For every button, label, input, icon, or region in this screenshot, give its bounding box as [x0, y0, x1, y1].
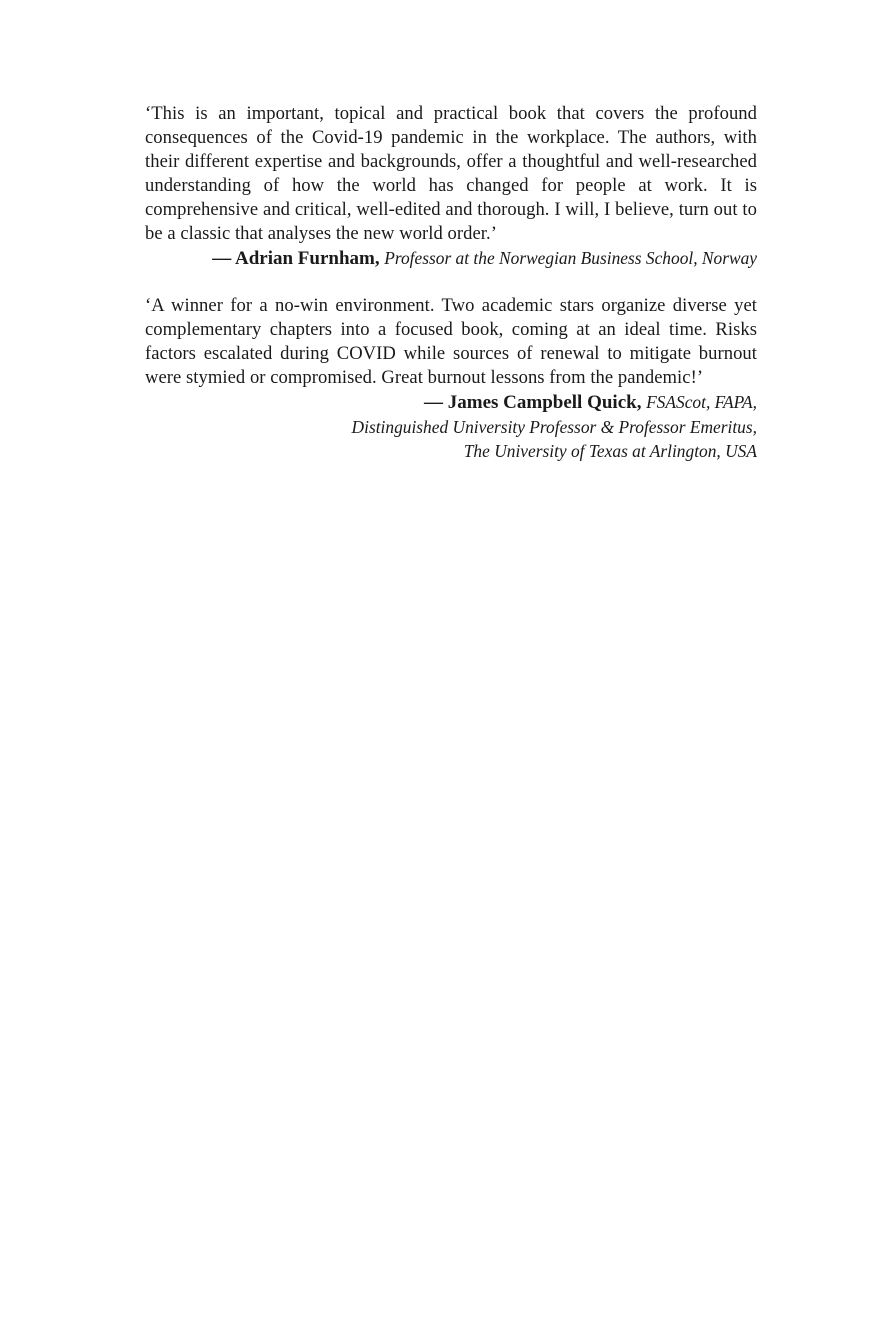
endorser-institution: The University of Texas at Arlington, USA — [463, 441, 757, 461]
endorser-name: — Adrian Furnham, — [212, 248, 380, 269]
endorsement-attribution — [145, 390, 757, 415]
endorsement-quick — [145, 294, 757, 463]
endorser-title: Distinguished University Professor & Professor Emeritus, — [351, 417, 757, 437]
endorser-name: — James Campbell Quick, — [424, 392, 642, 413]
endorser-affiliation: Professor at the Norwegian Business School, Norway — [384, 248, 757, 268]
endorsement-furnham — [145, 102, 757, 271]
endorser-credentials: FSAScot, FAPA, — [646, 392, 757, 412]
endorsement-quote: ‘A winner for a no-win environment. Two academic stars organize diverse yet complementary chapters into a focused book, coming at an ideal time. Risks factors escalated during COVID while sources of renewal to mitigate burnout were stymied or compromised. Great burnout lessons from the pandemic!’ — [145, 295, 757, 388]
endorsement-attribution — [145, 246, 757, 271]
endorsement-quote: ‘This is an important, topical and practical book that covers the profound consequences of the Covid-19 pandemic in the workplace. The authors, with their different expertise and backgrounds, offer a thoughtful and well-researched understanding of how the world has changed for people at work. It is comprehensive and critical, well-edited and thorough. I will, I believe, turn out to be a classic that analyses the new world order.’ — [145, 103, 757, 244]
